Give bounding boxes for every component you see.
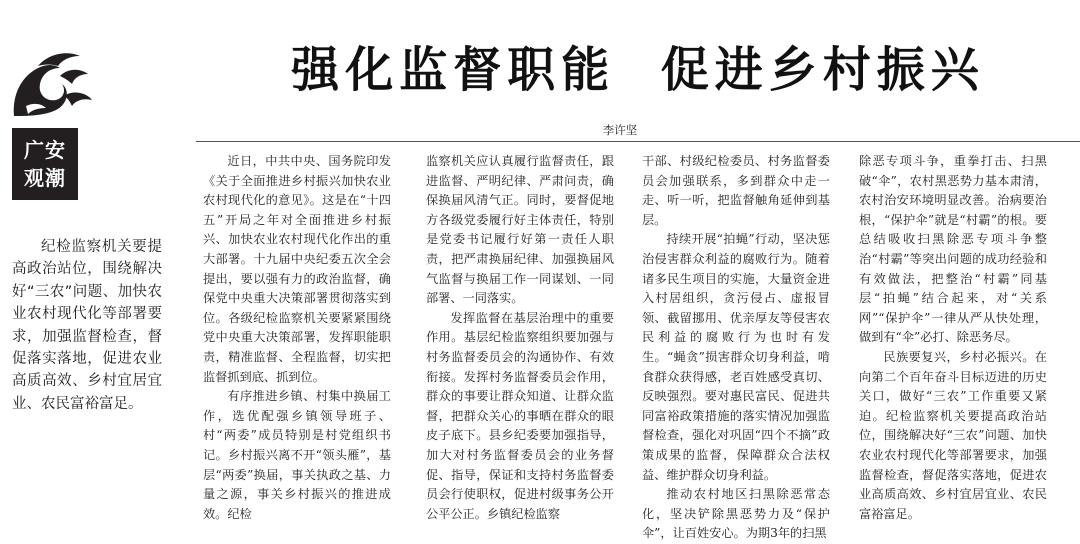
lead-summary: 纪检监察机关要提高政治站位，围绕解决好“三农”问题、加快农业农村现代化等部署要求，加强监督检查，督促落实落地，促进农业高质高效、乡村宜居宜业、农民富裕富足。 <box>12 239 162 412</box>
paragraph: 持续开展“拍蝇”行动，坚决惩治侵害群众利益的腐败行为。随着诸多民生项目的实施，大量资金进入村居组织，贪污侵占、虚报冒领、截留挪用、优亲厚友等侵害农民利益的腐败行为也时有发生。“蝇贪”损害群众切身利益，啃食群众获得感，老百姓感受真切、反映强烈。要对惠民富民、促进共同富裕政策措施的落实情况加强监督检查，强化对巩固“四个不摘”政策成果的监督，保障群众合法权益、维护群众切身利益。 <box>642 232 830 482</box>
byline: 李许坚 <box>602 123 638 137</box>
header-divider <box>196 141 1080 142</box>
headline: 强化监督职能 促进乡村振兴 <box>291 42 985 98</box>
paragraph: 除恶专项斗争，重拳打击、扫黑破“伞”，农村黑恶势力基本肃清，农村治安环境明显改善。治病要治根，“保护伞”就是“村霸”的根。要总结吸收扫黑除恶专项斗争整治“村霸”等突出问题的成功经验和有效做法，把整治“村霸”同基层“拍蝇”结合起来，对“关系网”“保护伞”一律从严从快处理，做到有“伞”必打、除恶务尽。 <box>859 154 1047 345</box>
column-tag-line-2: 观潮 <box>24 166 66 190</box>
column-tag <box>12 128 78 200</box>
wave-logo-icon <box>8 46 108 120</box>
paragraph: 发挥监督在基层治理中的重要作用。基层纪检监察组织要加强与村务监督委员会的沟通协作、有效衔接。发挥村务监督委员会作用，群众的事要让群众知道、让群众监督，把群众关心的事晒在群众的眼皮子底下。县乡纪委要加强指导，加大对村务监督委员会的业务督促、指导，保证和支持村务监督委员会行使职权，促进村级事务公开公平公正。乡镇纪检监察 <box>426 310 614 521</box>
article-column-4 <box>859 152 1047 521</box>
article-column-3 <box>642 152 830 541</box>
article-column-2 <box>426 152 614 521</box>
article-column-1 <box>203 152 391 521</box>
column-tag-line-1: 广安 <box>24 138 66 162</box>
paragraph: 推动农村地区扫黑除恶常态化，坚决铲除黑恶势力及“保护伞”，让百姓安心。为期3年的扫黑 <box>642 487 830 541</box>
paragraph: 民族要复兴，乡村必振兴。在向第二个百年奋斗目标迈进的历史关口，做好“三农”工作重要又紧迫。纪检监察机关要提高政治站位，围绕解决好“三农”问题、加快农业农村现代化等部署要求，加强监督检查，督促落实落地，促进农业高质高效、乡村宜居宜业、农民富裕富足。 <box>859 349 1047 521</box>
paragraph: 有序推进乡镇、村集中换届工作，选优配强乡镇领导班子、村“两委”成员特别是村党组织书记。乡村振兴离不开“领头雁”，基层“两委”换届，事关执政之基、力量之源，事关乡村振兴的推进成效。纪检 <box>203 389 391 521</box>
paragraph: 干部、村级纪检委员、村务监督委员会加强联系，多到群众中走一走、听一听，把监督触角延伸到基层。 <box>642 154 830 227</box>
paragraph: 近日，中共中央、国务院印发《关于全面推进乡村振兴加快农业农村现代化的意见》。这是在“十四五”开局之年对全面推进乡村振兴、加快农业农村现代化作出的重大部署。十九届中央纪委五次全会提出，要以强有力的政治监督，确保党中央重大决策部署贯彻落实到位。各级纪检监察机关要紧紧围绕党中央重大决策部署，发挥职能职责，精准监督、全程监督，切实把监督抓到底、抓到位。 <box>203 154 391 384</box>
paragraph: 监察机关应认真履行监督责任，跟进监督、严明纪律、严肃问责，确保换届风清气正。同时，要督促地方各级党委履行好主体责任，特别是党委书记履行好第一责任人职责，把严肃换届纪律、加强换届风气监督与换届工作一同谋划、一同部署、一同落实。 <box>426 154 614 306</box>
